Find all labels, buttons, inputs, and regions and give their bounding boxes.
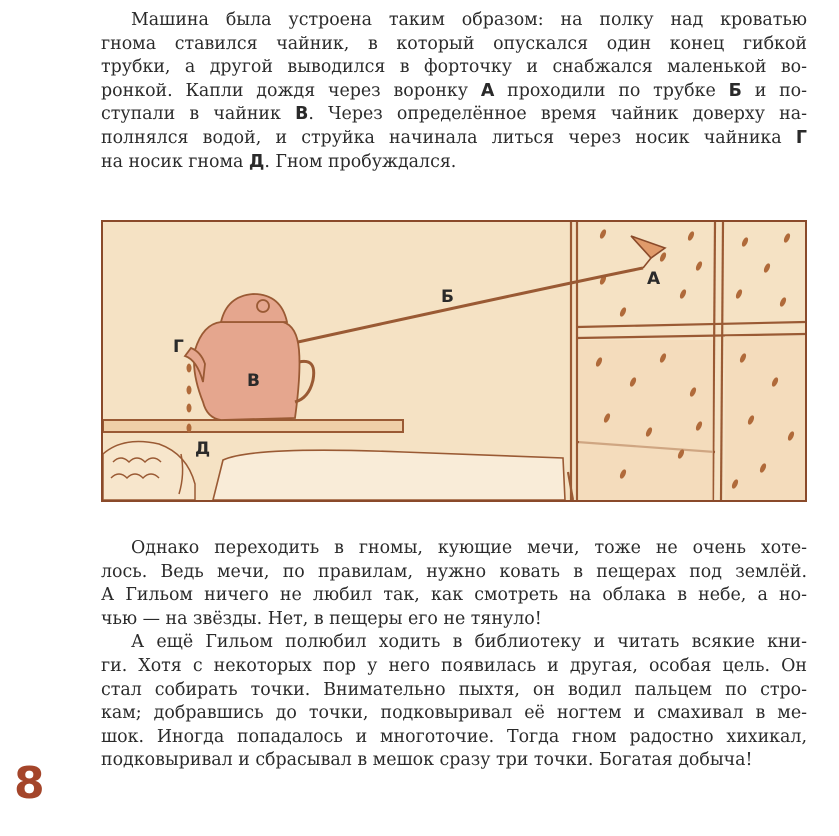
text-line: А Гильом ничего не любил так, как смотреть на облака в небе, а но- bbox=[101, 585, 807, 606]
text-line: ги. Хотя с некоторых пор у него появилась и другая, особая цель. Он bbox=[101, 655, 807, 676]
teapot-alarm-illustration bbox=[101, 220, 807, 502]
paragraph-gnome-story bbox=[101, 537, 807, 773]
shelf bbox=[103, 420, 403, 432]
bold-letter-a: А bbox=[480, 80, 495, 101]
text-line: ронкой. Капли дождя через воронку А проходили по трубке Б и по- bbox=[101, 80, 808, 101]
label-b: Б bbox=[441, 287, 454, 307]
text-line: лось. Ведь мечи, по правилам, нужно ковать в пещерах под землёй. bbox=[101, 561, 807, 582]
bed bbox=[213, 450, 565, 500]
label-g: Г bbox=[173, 337, 184, 357]
text-line: А ещё Гильом полюбил ходить в библиотеку и читать всякие кни- bbox=[131, 632, 807, 653]
bold-letter-b: Б bbox=[728, 80, 742, 101]
text-line: гнома ставился чайник, в который опускался один конец гибкой bbox=[101, 33, 807, 54]
page-number: 8 bbox=[14, 758, 45, 809]
text-line: на носик гнома Д. Гном пробуждался. bbox=[101, 151, 457, 172]
label-a: А bbox=[647, 269, 661, 289]
text-line: трубки, а другой выводился в форточку и снабжался маленькой во- bbox=[101, 57, 807, 78]
text-line: кам; добравшись до точки, подковыривал её ногтем и смахивал в ме- bbox=[101, 703, 807, 724]
label-d: Д bbox=[195, 439, 211, 459]
bold-letter-g: Г bbox=[795, 127, 807, 148]
text-line: Однако переходить в гномы, кующие мечи, тоже не очень хоте- bbox=[131, 538, 807, 558]
text-line: стал собирать точки. Внимательно пыхтя, он водил пальцем по стро- bbox=[101, 679, 807, 700]
text-line: ступали в чайник В. Через определённое время чайник доверху на- bbox=[101, 104, 807, 125]
text-line: чью — на звёзды. Нет, в пещеры его не тянуло! bbox=[101, 608, 542, 629]
text-line: шок. Иногда попадалось и многоточие. Тогда гном радостно хихикал, bbox=[101, 726, 807, 747]
label-v: В bbox=[247, 371, 260, 391]
text-line: Машина была устроена таким образом: на полку над кроватью bbox=[131, 10, 807, 30]
bold-letter-d: Д bbox=[248, 151, 265, 172]
text-line: подковыривал и сбрасывал в мешок сразу три точки. Богатая добыча! bbox=[101, 750, 753, 771]
text-line: полнялся водой, и струйка начинала литься через носик чайника Г bbox=[101, 127, 807, 148]
bold-letter-v: В bbox=[295, 104, 309, 125]
paragraph-machine-description bbox=[101, 9, 807, 174]
